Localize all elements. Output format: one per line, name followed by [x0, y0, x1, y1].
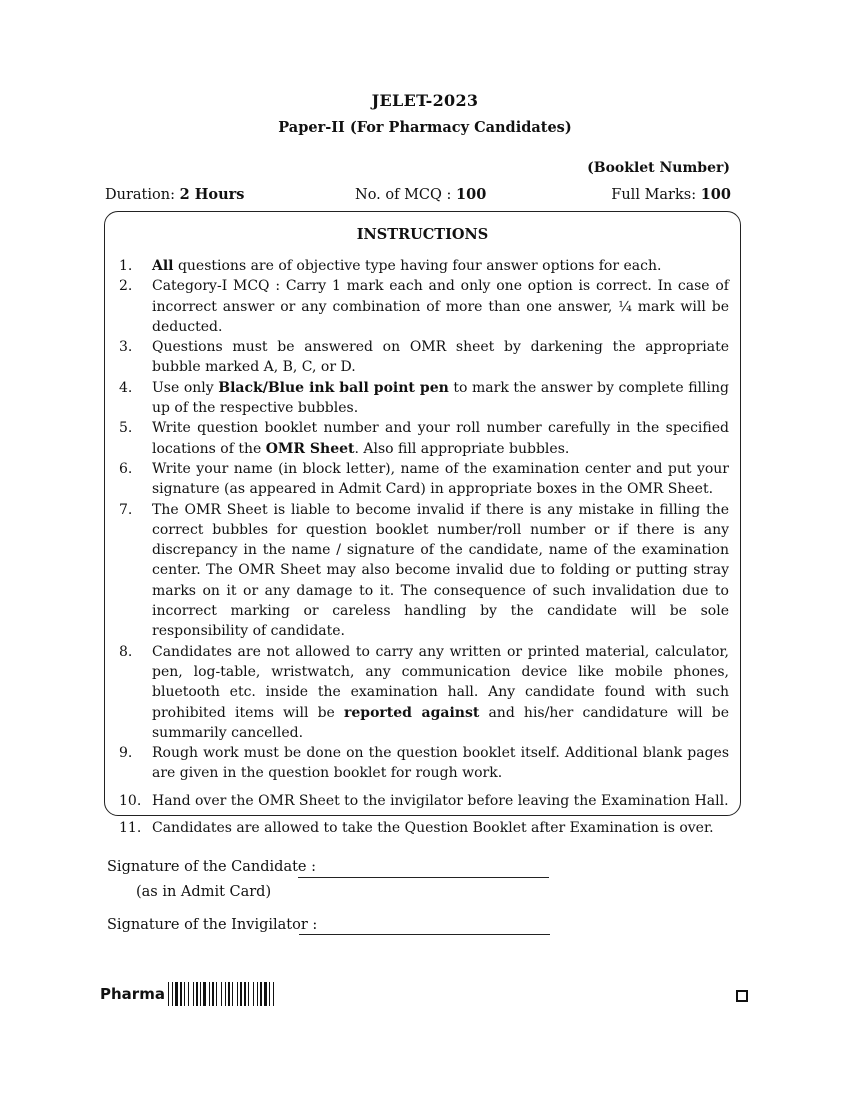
instruction-item	[119, 459, 729, 500]
instruction-text	[152, 642, 729, 743]
page-subtitle: Paper-II (For Pharmacy Candidates)	[278, 119, 572, 136]
instruction-number: 9.	[119, 745, 133, 762]
instruction-text: Hand over the OMR Sheet to the invigilator before leaving the Examination Hall.	[152, 792, 729, 809]
subject-code: Pharma	[100, 985, 165, 1003]
instruction-part: Candidates are not allowed to carry any written or printed material, calculator, pen, log-table, wristwatch, any communication device like mobile phones, bluetooth etc. inside the examination hall. Any candidate found with such prohibited items will be	[152, 643, 729, 721]
instruction-text: Write your name (in block letter), name of the examination center and put your signature (as appeared in Admit Card) in appropriate boxes in the OMR Sheet.	[152, 460, 729, 498]
candidate-signature-note: (as in Admit Card)	[136, 884, 272, 900]
instruction-number: 10.	[119, 792, 142, 809]
instruction-item	[119, 276, 729, 337]
marks-value: 100	[700, 186, 731, 203]
instruction-part: to mark the answer by complete filling up of the respective bubbles.	[152, 379, 729, 417]
instruction-number: 2.	[119, 278, 133, 295]
mcq-label: No. of MCQ :	[355, 187, 457, 203]
instruction-part: . Also fill appropriate bubbles.	[354, 440, 570, 457]
instruction-emphasis: OMR Sheet	[265, 440, 355, 457]
instruction-item	[119, 743, 729, 784]
instruction-emphasis: reported against	[344, 704, 480, 721]
instruction-text: The OMR Sheet is liable to become invalid if there is any mistake in filling the correct bubbles for question booklet number/roll number or if there is any discrepancy in the name / signature of the candidate, name of the examination center. The OMR Sheet may also become invalid due to folding or putting stray marks on it or any damage to it. The consequence of such invalidation due to incorrect marking or careless handling by the candidate will be sole responsibility of candidate.	[152, 501, 729, 640]
instruction-item	[119, 642, 729, 743]
instruction-item	[119, 791, 729, 811]
duration	[105, 186, 244, 203]
instruction-text: Questions must be answered on OMR sheet by darkening the appropriate bubble marked A, B, C, or D.	[152, 339, 729, 376]
invigilator-signature-line[interactable]	[299, 934, 550, 935]
candidate-signature-label: Signature of the Candidate :	[107, 859, 317, 875]
instruction-number: 4.	[119, 379, 133, 396]
barcode-icon	[168, 982, 342, 1006]
duration-label: Duration:	[105, 187, 180, 203]
instruction-item	[119, 337, 729, 378]
instruction-item	[119, 256, 729, 276]
instruction-text: Category-I MCQ : Carry 1 mark each and only one option is correct. In case of incorrect answer or any combination of more than one answer, ¼ mark will be deducted.	[152, 278, 729, 335]
instruction-item	[119, 378, 729, 419]
invigilator-signature-label: Signature of the Invigilator :	[107, 917, 318, 933]
instruction-number: 6.	[119, 460, 133, 477]
mcq-value: 100	[456, 186, 487, 203]
instruction-number: 5.	[119, 420, 133, 437]
instruction-text: Rough work must be done on the question booklet itself. Additional blank pages are given in the question booklet for rough work.	[152, 745, 729, 782]
instruction-text: Candidates are allowed to take the Question Booklet after Examination is over.	[152, 820, 714, 837]
instruction-text	[152, 256, 729, 276]
full-marks	[611, 186, 731, 203]
instruction-part: Use only	[152, 379, 219, 396]
instruction-number: 1.	[119, 258, 133, 274]
instructions-heading: INSTRUCTIONS	[356, 226, 489, 243]
candidate-signature-line[interactable]	[298, 877, 549, 878]
instructions-list	[119, 256, 729, 838]
booklet-number-label: (Booklet Number)	[587, 160, 730, 176]
instruction-item	[119, 818, 729, 838]
instruction-text	[152, 378, 729, 419]
instruction-item	[119, 500, 729, 642]
mcq-count	[355, 186, 486, 203]
marks-label: Full Marks:	[611, 187, 701, 203]
instruction-number: 8.	[119, 643, 133, 660]
square-marker-icon	[736, 990, 748, 1002]
instruction-number: 11.	[119, 820, 142, 837]
instruction-item	[119, 418, 729, 459]
instruction-number: 7.	[119, 501, 133, 518]
instructions-box	[104, 211, 741, 837]
instruction-part: Write question booklet number and your roll number carefully in the specified locations of the	[152, 420, 729, 457]
instruction-emphasis: Black/Blue ink ball point pen	[218, 379, 449, 396]
instruction-text	[152, 418, 729, 459]
instruction-part: and his/her candidature will be summarily cancelled.	[152, 704, 730, 741]
instruction-emphasis: All	[152, 258, 174, 274]
instruction-part: questions are of objective type having four answer options for each.	[173, 258, 662, 274]
duration-value: 2 Hours	[179, 186, 245, 203]
page-title: JELET-2023	[371, 91, 479, 110]
instruction-number: 3.	[119, 339, 133, 356]
